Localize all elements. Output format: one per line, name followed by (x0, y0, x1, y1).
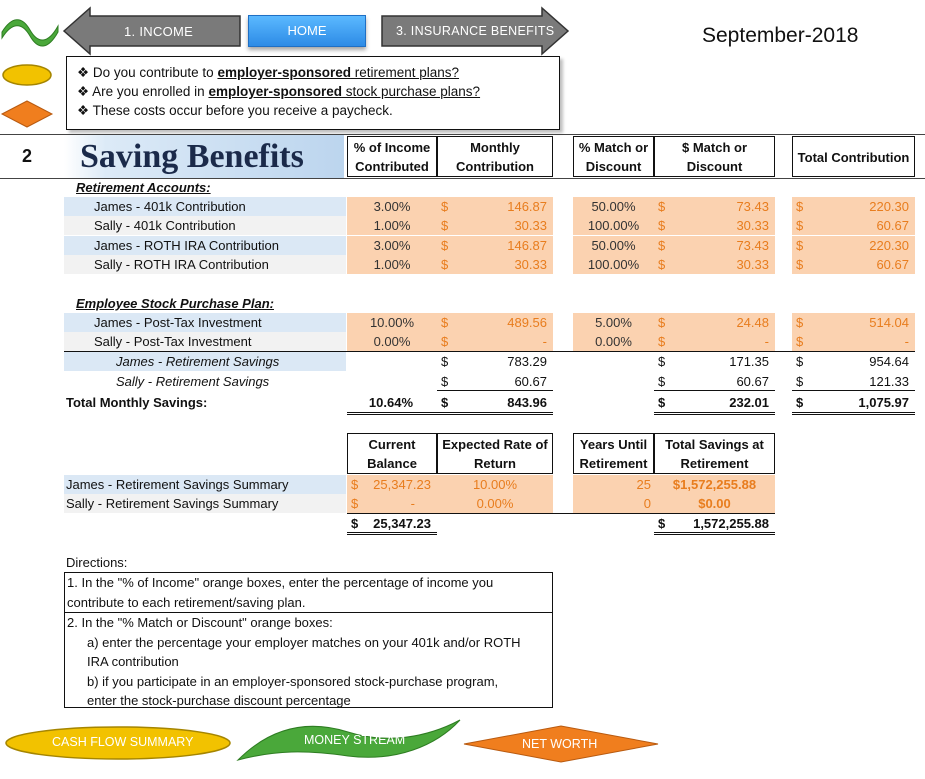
total-contribution-cell: $ 220.30 (792, 236, 915, 255)
rate-of-return-input[interactable]: 10.00% (437, 475, 553, 494)
total-savings-cell: $0.00 (654, 494, 775, 513)
oval-shape-icon[interactable] (0, 62, 56, 88)
col-header-pct-match: % Match or Discount (573, 136, 654, 177)
col-header-rate: Expected Rate of Return (437, 433, 553, 474)
current-balance-input[interactable]: $ 25,347.23 (347, 475, 437, 494)
pct-match-input[interactable]: 5.00% (573, 313, 654, 332)
years-input[interactable]: 0 (573, 494, 654, 513)
directions-line: IRA contribution (87, 654, 179, 669)
money-stream-label: MONEY STREAM (304, 733, 406, 747)
col-header-pct-income: % of Income Contributed (347, 136, 437, 177)
section-divider (0, 178, 925, 179)
total-contribution-cell: $ 60.67 (792, 216, 915, 235)
pct-income-input[interactable]: 3.00% (347, 197, 437, 216)
monthly-contribution-cell: $ - (437, 332, 553, 351)
col-header-total: Total Contribution (792, 136, 915, 177)
pct-match-input[interactable]: 50.00% (573, 197, 654, 216)
cash-flow-summary-label: CASH FLOW SUMMARY (52, 735, 194, 749)
monthly-contribution-cell: $ 30.33 (437, 216, 553, 235)
directions-heading: Directions: (66, 555, 128, 570)
retirement-heading: Retirement Accounts: (76, 180, 211, 195)
total-contribution-cell: $ - (792, 332, 915, 351)
col-header-dollar-match: $ Match or Discount (654, 136, 775, 177)
net-worth-label: NET WORTH (522, 737, 598, 751)
pct-income-input[interactable]: 1.00% (347, 216, 437, 235)
total-savings-cell: $1,572,255.88 (654, 475, 775, 494)
subtotal-label: James - Retirement Savings (64, 352, 346, 371)
net-worth-button[interactable] (462, 724, 660, 766)
row-label: Sally - 401k Contribution (64, 216, 346, 235)
dollar-match-cell: $ 73.43 (654, 236, 775, 255)
row-label: Sally - ROTH IRA Contribution (64, 255, 346, 274)
monthly-contribution-cell: $ 146.87 (437, 236, 553, 255)
directions-line: 2. In the "% Match or Discount" orange boxes: (65, 612, 552, 633)
directions-line: 1. In the "% of Income" orange boxes, enter the percentage of income you (67, 575, 494, 590)
subtotal-monthly: $ 783.29 (441, 354, 547, 369)
pct-income-input[interactable]: 10.00% (347, 313, 437, 332)
subtotal-monthly: $ 60.67 (437, 372, 553, 391)
subtotal-total: $ 121.33 (792, 372, 915, 391)
subtotal-match: $ 171.35 (658, 354, 769, 369)
insurance-forward-label: 3. INSURANCE BENEFITS (396, 24, 555, 38)
pct-match-input[interactable]: 50.00% (573, 236, 654, 255)
current-balance-input[interactable]: $ - (347, 494, 437, 513)
years-input[interactable]: 25 (573, 475, 654, 494)
summary-total-savings: $ 1,572,255.88 (654, 514, 775, 535)
pct-income-input[interactable]: 1.00% (347, 255, 437, 274)
directions-line: a) enter the percentage your employer matches on your 401k and/or ROTH (87, 634, 521, 650)
income-back-label: 1. INCOME (124, 24, 194, 39)
subtotal-label: Sally - Retirement Savings (116, 374, 270, 389)
row-label: Sally - Post-Tax Investment (64, 332, 346, 351)
total-match: $ 232.01 (654, 393, 775, 415)
directions-line: enter the stock-purchase discount percentage (87, 693, 351, 708)
espp-heading: Employee Stock Purchase Plan: (76, 296, 274, 311)
cash-flow-summary-button[interactable] (2, 724, 234, 764)
total-contribution-cell: $ 220.30 (792, 197, 915, 216)
diamond-shape-icon[interactable] (0, 98, 56, 130)
total-monthly: $ 843.96 (437, 393, 553, 415)
monthly-contribution-cell: $ 146.87 (437, 197, 553, 216)
money-stream-button[interactable] (236, 716, 462, 766)
directions-line: b) if you participate in an employer-sponsored stock-purchase program, (87, 673, 499, 689)
pct-match-input[interactable]: 100.00% (573, 255, 654, 274)
total-contribution-cell: $ 60.67 (792, 255, 915, 274)
total-pct: 10.64% (347, 393, 437, 415)
summary-row-label: James - Retirement Savings Summary (64, 475, 346, 494)
wave-shape-icon[interactable] (0, 10, 60, 50)
total-monthly-savings-label: Total Monthly Savings: (66, 395, 208, 410)
directions-box (64, 572, 553, 708)
bullet-line: ❖ Are you enrolled in employer-sponsored stock purchase plans? (77, 84, 481, 99)
subtotal-total: $ 954.64 (796, 354, 909, 369)
subtotal-match: $ 60.67 (654, 372, 775, 391)
month-label: September-2018 (702, 24, 859, 47)
dollar-match-cell: $ 24.48 (654, 313, 775, 332)
rate-of-return-input[interactable]: 0.00% (437, 494, 553, 513)
col-header-balance: Current Balance (347, 433, 437, 474)
bullet-line: ❖ These costs occur before you receive a paycheck. (77, 103, 393, 118)
section-title: Saving Benefits (64, 135, 344, 178)
summary-row-label: Sally - Retirement Savings Summary (64, 494, 346, 513)
intro-bullets-box (66, 56, 560, 130)
section-number: 2 (22, 146, 33, 166)
pct-income-input[interactable]: 3.00% (347, 236, 437, 255)
directions-line: contribute to each retirement/saving plan. (67, 594, 306, 610)
pct-match-input[interactable]: 100.00% (573, 216, 654, 235)
dollar-match-cell: $ 30.33 (654, 216, 775, 235)
dollar-match-cell: $ - (654, 332, 775, 351)
pct-income-input[interactable]: 0.00% (347, 332, 437, 351)
monthly-contribution-cell: $ 489.56 (437, 313, 553, 332)
col-header-years: Years Until Retirement (573, 433, 654, 474)
income-back-button[interactable] (62, 6, 242, 56)
dollar-match-cell: $ 73.43 (654, 197, 775, 216)
row-label: James - ROTH IRA Contribution (64, 236, 346, 255)
row-label: James - Post-Tax Investment (64, 313, 346, 332)
monthly-contribution-cell: $ 30.33 (437, 255, 553, 274)
col-header-total-savings: Total Savings at Retirement (654, 433, 775, 474)
home-button[interactable]: HOME (248, 15, 366, 47)
summary-total-balance: $ 25,347.23 (347, 514, 437, 535)
dollar-match-cell: $ 30.33 (654, 255, 775, 274)
pct-match-input[interactable]: 0.00% (573, 332, 654, 351)
total-total: $ 1,075.97 (792, 393, 915, 415)
col-header-monthly: Monthly Contribution (437, 136, 553, 177)
row-label: James - 401k Contribution (64, 197, 346, 216)
total-contribution-cell: $ 514.04 (792, 313, 915, 332)
insurance-forward-button[interactable] (380, 6, 570, 56)
bullet-line: ❖ Do you contribute to employer-sponsored retirement plans? (77, 65, 460, 80)
